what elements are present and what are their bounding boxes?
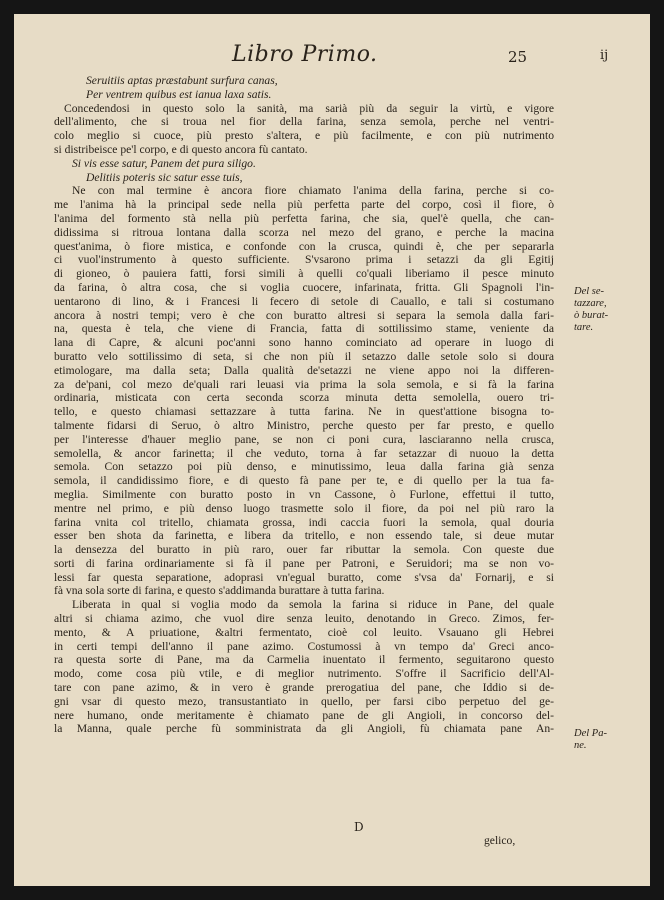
text-line: didissima si ritroua lontana dalla scorza nel mezo del grano, e perche la macina <box>54 225 554 239</box>
text-line: ci vuol'instrumento à questo sufficiente. S'vsarono prima i setazzi da gli Egitij <box>54 253 554 267</box>
text-line: tello, e questo chiamasi settazzare à tutta farina. Ne in quest'attione bisogna to- <box>54 405 554 419</box>
text-line: Delitiis poteris sic satur esse tuis, <box>86 170 243 184</box>
text-line: lessi far questa separatione, adoprasi vn'egual buratto, come s'vsa da' Fornarij, e si <box>54 570 554 584</box>
text-line: quest'anima, ò fiore mistica, e confonde con la crusca, quindi è, che per separarla <box>54 239 554 253</box>
text-line: Per ventrem quibus est ianua laxa satis. <box>86 87 272 101</box>
text-line: etimologare, ma dalla seta; Dalla qualità de'setazzi ne viene appo noi la differen- <box>54 363 554 377</box>
text-line: l'anima del formento stà nella più perfetta farina, che sia, quel'è quella, che can- <box>54 211 554 225</box>
page-number: 25 <box>508 48 528 66</box>
corner-mark: ij <box>600 48 609 63</box>
margin-note-line: ò burat- <box>574 310 609 321</box>
text-line: ra questa sorte di Pane, ma da Carmelia inuentato il fermento, seguitarono questo <box>54 653 554 667</box>
text-line: za de'pani, col mezo de'quali rari leuasi via prima la sola semola, e si fà la farina <box>54 377 554 391</box>
text-line: semola, il candidissimo fiore, e di questo fà pane per te, e di quello per la tua fa- <box>54 474 554 488</box>
text-line: talmente fidarsi di Seruo, ò altro Ministro, perche questo per far presto, e quello <box>54 418 554 432</box>
text-line: uentarono di lino, & i Francesi li fecero di setole di Cauallo, e tali si costumano <box>54 294 554 308</box>
margin-note-line: Del se- <box>574 286 605 297</box>
text-line: mento, & A priuatione, &altri fermentato, cioè col leuito. Vsauano gli Hebrei <box>54 625 554 639</box>
text-line: Liberata in qual si voglia modo da semola la farina si riduce in Pane, del quale <box>72 598 554 612</box>
signature-mark: D <box>354 820 364 834</box>
margin-note-setazzare <box>574 286 608 334</box>
margin-note-line: tare. <box>574 322 594 333</box>
text-line: si distribeisce pe'l corpo, e di questo ancora fù cantato. <box>54 142 308 156</box>
text-line: ancora à nostri tempi; vero è che con buratto altresi si separa la semola dalla fari- <box>54 308 554 322</box>
text-line: Si vis esse satur, Panem det pura siligo. <box>72 156 256 170</box>
text-line: Concedendosi in questo solo la sanità, ma sarià più da seguir la virtù, e vigore <box>64 101 554 115</box>
text-line: modo, come cosa più vtile, e di meglior nutrimento. S'offre il Sacrificio dell'Al- <box>54 667 554 681</box>
text-line: da farina, ò altra cosa, che si voglia cuocere, infarinata, fritta. Gli Spagnoli l'in- <box>54 280 554 294</box>
text-line: sorti di farina ordinariamente si fà il pane per Patroni, e Seruidori; ma se non vo- <box>54 556 554 570</box>
text-line: me l'anima hà la principal sede nella più perfetta parte del corpo, così il fiore, ò <box>54 198 554 212</box>
text-line: mentre nel primo, e più denso luogo trasmette solo il fiore, da poi nel più raro la <box>54 501 554 515</box>
text-line: farina vnita col tritello, chiamata grossa, indi caccia fuori la semola, qual douria <box>54 515 554 529</box>
text-line: semola. Con setazzo poi più denso, e minutissimo, leua dalla farina già senza <box>54 460 554 474</box>
text-line: Seruitiis aptas præstabunt surfura canas, <box>86 74 278 87</box>
text-line: semolella, & ancor farinetta; il che veduto, torna à far setazzar di nuouo la detta <box>54 446 554 460</box>
text-line: per l'interesse d'hauer meglio pane, se non ci poni cura, lasciaranno nella crusca, <box>54 432 554 446</box>
text-line: la densezza del buratto in più raro, ouer far ributtar la semola. Con queste due <box>54 543 554 557</box>
text-line: lana di Capre, & alcuni poc'anni sono hanno cominciato ad operare in luogo di <box>54 336 554 350</box>
text-line: ordinaria, misticata con certa seconda scorza minuta detta semolella, ouero tri- <box>54 391 554 405</box>
text-line: dell'alimento, che si troua nel fior della farina, senza semola, perche nel ventri- <box>54 115 554 129</box>
margin-note-pane <box>574 728 607 752</box>
text-line: meglia. Similmente con buratto posto in vn Cassone, ò Furlone, effettui il tutto, <box>54 487 554 501</box>
book-page <box>14 14 650 886</box>
text-line: nere humano, onde meritamente è chiamato pane de gli Angioli, in concorso del- <box>54 708 554 722</box>
text-line: tare con pane azimo, & in vero è grande prerogatiua del pane, che Iddio si de- <box>54 681 554 695</box>
margin-note-line: ne. <box>574 740 587 751</box>
text-line: na, questa è tela, che viene di Francia, fatta di sottilissimo stame, veniente da <box>54 322 554 336</box>
text-line: la Manna, quale perche fù somministrata da gli Angioli, fù chiamata pane An- <box>54 722 554 736</box>
text-line: altri si chiama azimo, che vuol dire senza leuito, denotando in Greco. Zimos, fer- <box>54 612 554 626</box>
page-header <box>14 42 650 72</box>
text-line: Ne con mal termine è ancora fiore chiamato l'anima della farina, perche si co- <box>72 184 554 198</box>
text-line: colo meglio si cuoce, più presto s'altera, e più facilmente, e con più nutrimento <box>54 129 554 143</box>
text-line: di gioneo, ò pauiera fatti, forsi simili à quelli co'quali liberiamo il pesce minuto <box>54 267 554 281</box>
text-line: gni vsar di questo mezo, transustantiato in quello, per farsi cibo perpetuo del ge- <box>54 694 554 708</box>
text-line: buratto velo sottilissimo di seta, si che non più il setazzo dalle setole solo si doura <box>54 349 554 363</box>
text-line: in certi tempi dell'anno il pane azimo. Costumossi à vn tempo da' Greci anco- <box>54 639 554 653</box>
body-text <box>54 74 554 736</box>
book-title: Libro Primo. <box>232 42 378 67</box>
text-line: esser ben shota da farinetta, e libera da tritello, e non essendo tale, si deue mutar <box>54 529 554 543</box>
margin-note-line: tazzare, <box>574 298 607 309</box>
margin-note-line: Del Pa- <box>574 728 607 739</box>
catchword: gelico, <box>484 834 516 847</box>
text-line: fà vna sola sorte di farina, e questo s'addimanda burattare à tutta farina. <box>54 584 385 598</box>
